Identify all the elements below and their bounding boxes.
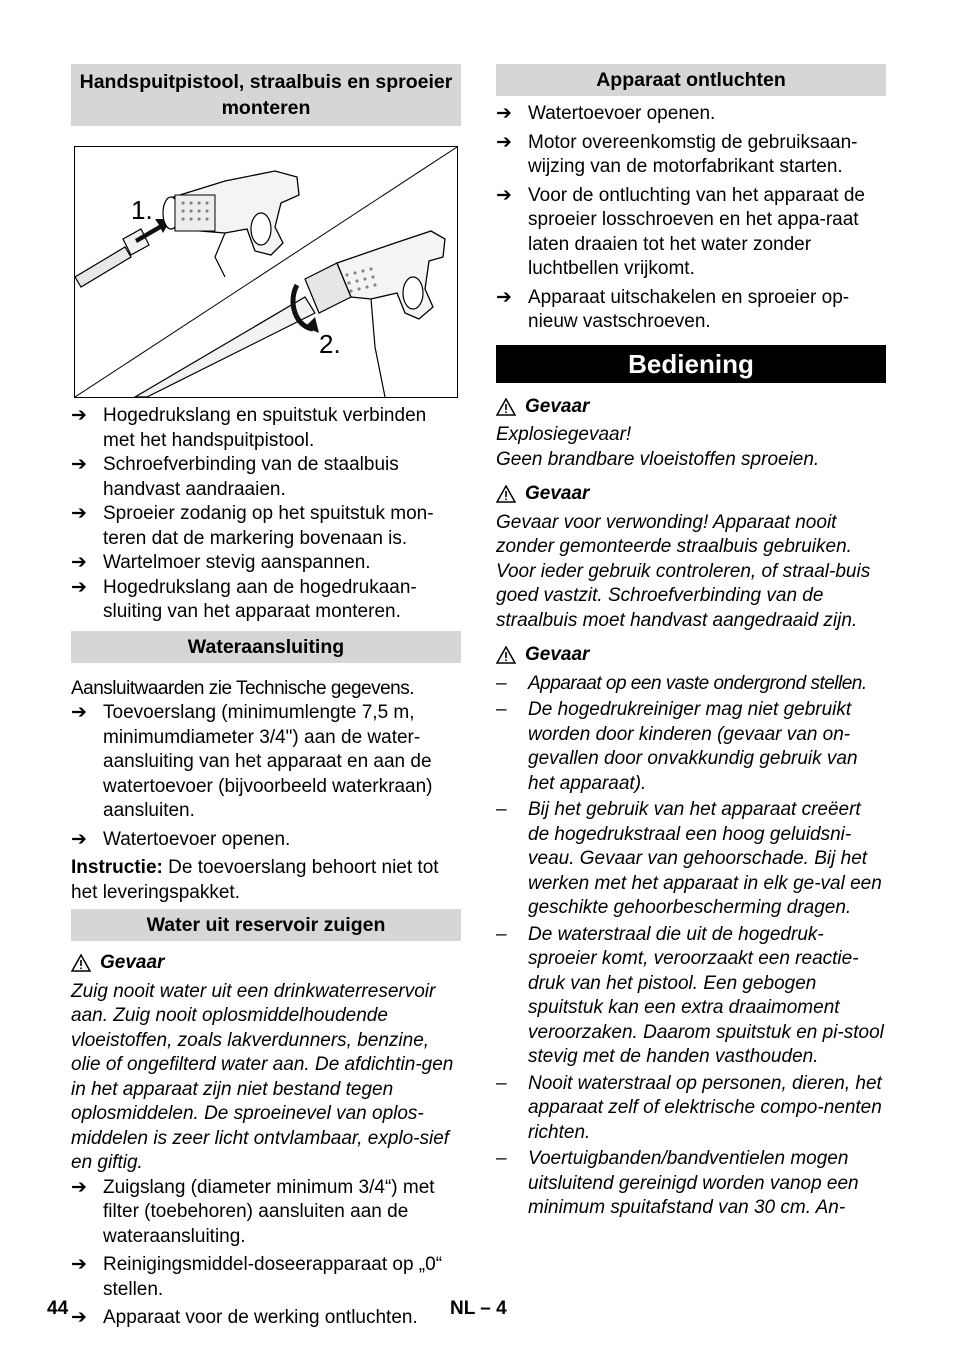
- list-item: – Apparaat op een vaste ondergrond stellen.: [496, 672, 867, 694]
- arrow-right-icon: ➔: [71, 1254, 87, 1275]
- footer-section: NL – 4: [450, 1298, 507, 1319]
- warning-text: Zuig nooit water uit een drinkwaterreservoir aan. Zuig nooit oplosmiddelhoudende vloeistoffen, zoals lakverdunners, benzine, olie of ongefilterd water aan. De afdichtin-gen in het apparaat zijn niet bestand tegen oplosmiddelen. De sproeinevel van oplos-middelen is zeer licht ontvlambaar, explo-sief en giftig.: [71, 980, 454, 1173]
- list-item: ➔ Motor overeenkomstig de gebruiksaan-wijzing van de motorfabrikant starten.: [496, 131, 858, 177]
- arrow-right-icon: ➔: [71, 828, 87, 850]
- arrow-right-icon: ➔: [496, 184, 512, 206]
- page-number: 44: [47, 1298, 69, 1319]
- section-heading-mount: Handspuitpistool, straalbuis en sproeier monteren: [71, 64, 461, 126]
- arrow-right-icon: ➔: [71, 702, 87, 723]
- list-item: ➔ Sproeier zodanig op het spuitstuk mon-teren dat de markering bovenaan is.: [71, 503, 434, 549]
- list-item: ➔ Schroefverbinding van de staalbuis handvast aandraaien.: [71, 454, 399, 500]
- list-item: ➔ Reinigingsmiddel-doseerapparaat op „0“ stellen.: [71, 1254, 443, 1300]
- warning-triangle-icon: [496, 485, 516, 503]
- arrow-right-icon: ➔: [71, 1176, 87, 1198]
- arrow-right-icon: ➔: [496, 103, 512, 124]
- section-heading-water-connection: Wateraansluiting: [71, 631, 461, 663]
- list-item: ➔ Apparaat uitschakelen en sproeier op-nieuw vastschroeven.: [496, 286, 850, 332]
- arrow-right-icon: ➔: [71, 576, 87, 598]
- warning-heading: Gevaar: [496, 643, 886, 668]
- chapter-heading-operation: Bediening: [496, 345, 886, 383]
- safety-list: [496, 672, 886, 1221]
- list-item: ➔ Hogedrukslang en spuitstuk verbinden met het handspuitpistool.: [71, 405, 427, 451]
- connection-steps: [71, 701, 461, 852]
- step-label-2: 2.: [319, 329, 341, 359]
- section-heading-reservoir: Water uit reservoir zuigen: [71, 909, 461, 941]
- arrow-right-icon: ➔: [71, 405, 87, 426]
- mount-steps: [71, 404, 461, 625]
- arrow-right-icon: ➔: [496, 131, 512, 153]
- right-column: [496, 64, 886, 1223]
- list-item: – De hogedrukreiniger mag niet gebruikt worden door kinderen (gevaar van on-gevallen door onvakkundig gebruik van het apparaat).: [496, 699, 858, 794]
- venting-steps: [496, 102, 886, 335]
- connection-intro: Aansluitwaarden zie Technische gegevens.: [71, 677, 414, 699]
- arrow-right-icon: ➔: [71, 552, 87, 573]
- warning-text: Gevaar voor verwonding! Apparaat nooit zonder gemonteerde straalbuis gebruiken. Voor ieder gebruik controleren, of straal-buis goed vastzit. Schroefverbinding van de straalbuis moet handvast aangedraaid zijn.: [496, 511, 871, 631]
- warning-heading: Gevaar: [71, 951, 461, 976]
- gun-assembly-drawing: [75, 147, 457, 397]
- list-item: – De waterstraal die uit de hogedruk-sproeier komt, veroorzaakt een reactie-druk van het pistool. Een gebogen spuitstuk kan een extra draaimoment veroorzaken. Daarom spuitstuk en pi-stool stevig met de handen vasthouden.: [496, 923, 884, 1067]
- warning-triangle-icon: [71, 954, 91, 972]
- list-item: – Bij het gebruik van het apparaat creëert de hogedrukstraal een hoog geluidsni-veau. Gevaar van gehoorschade. Bij het werken met het apparaat in elk ge-val een geschikte gehoorbescherming dragen.: [496, 799, 882, 918]
- list-item: ➔ Wartelmoer stevig aanspannen.: [71, 551, 461, 576]
- list-item: ➔ Watertoevoer openen.: [496, 102, 886, 127]
- list-item: ➔ Voor de ontluchting van het apparaat de sproeier losschroeven en het appa-raat laten draaien tot het water zonder luchtbellen vrijkomt.: [496, 184, 865, 279]
- list-item: ➔ Hogedrukslang aan de hogedrukaan-sluiting van het apparaat monteren.: [71, 576, 417, 622]
- list-item: ➔ Zuigslang (diameter minimum 3/4“) met filter (toebehoren) aansluiten aan de wateraansluiting.: [71, 1176, 435, 1247]
- list-item: – Voertuigbanden/bandventielen mogen uitsluitend gereinigd worden vanop een minimum spuitafstand van 30 cm. An-: [496, 1148, 859, 1218]
- warning-text: Geen brandbare vloeistoffen sproeien.: [496, 448, 820, 470]
- list-item: ➔ Watertoevoer openen.: [71, 828, 461, 853]
- warning-triangle-icon: [496, 398, 516, 416]
- arrow-right-icon: ➔: [496, 286, 512, 308]
- warning-heading: Gevaar: [496, 395, 886, 420]
- list-item: ➔ Toevoerslang (minimumlengte 7,5 m, minimumdiameter 3/4") aan de water-aansluiting van het apparaat en aan de watertoevoer (bijvoorbeeld waterkraan) aansluiten.: [71, 702, 433, 821]
- arrow-right-icon: ➔: [71, 503, 87, 524]
- arrow-right-icon: ➔: [71, 1307, 87, 1328]
- arrow-right-icon: ➔: [71, 454, 87, 475]
- list-item: ➔ Apparaat voor de werking ontluchten.: [71, 1306, 461, 1331]
- warning-heading: Gevaar: [496, 482, 886, 507]
- note: Instructie: De toevoerslang behoort niet tot het leveringspakket.: [71, 857, 439, 903]
- warning-triangle-icon: [496, 646, 516, 664]
- warning-text: Explosiegevaar!: [496, 424, 632, 445]
- section-heading-venting: Apparaat ontluchten: [496, 64, 886, 96]
- step-label-1: 1.: [131, 195, 153, 225]
- list-item: – Nooit waterstraal op personen, dieren, het apparaat zelf of elektrische compo-nenten richten.: [496, 1072, 882, 1143]
- left-column: [71, 64, 461, 1331]
- reservoir-steps: [71, 1176, 461, 1331]
- assembly-illustration: [74, 146, 458, 398]
